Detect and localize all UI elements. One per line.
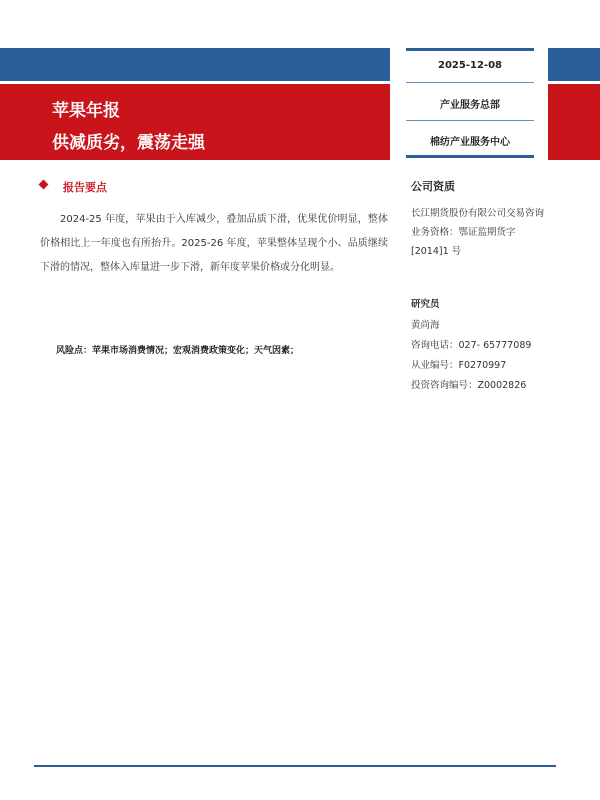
footer-rule xyxy=(34,765,556,767)
summary-paragraph xyxy=(40,208,388,280)
risk-points: 风险点：苹果市场消费情况；宏观消费政策变化；天气因素； xyxy=(56,346,300,356)
department-name: 产业服务总部 xyxy=(440,100,500,111)
researcher-heading: 研究员 xyxy=(411,299,440,310)
info-top-rule xyxy=(406,48,534,51)
qualification-text: 长江期货股份有限公司交易咨询业务资格：鄂证监期货字[2014]1 号 xyxy=(411,208,545,257)
researcher-phone: 咨询电话：027- 65777089 xyxy=(411,340,532,351)
report-date: 2025-12-08 xyxy=(438,60,502,71)
info-divider xyxy=(406,120,534,121)
qualification-heading: 公司资质 xyxy=(411,180,455,193)
center-name: 棉纺产业服务中心 xyxy=(430,137,510,148)
header-blue-band xyxy=(0,48,390,81)
researcher-consult-id: 投资咨询编号：Z0002826 xyxy=(411,380,527,391)
report-title: 苹果年报 xyxy=(52,101,120,121)
report-subtitle: 供减质劣，震荡走强 xyxy=(52,133,205,153)
info-divider xyxy=(406,82,534,83)
header-blue-band-right xyxy=(548,48,600,81)
researcher-license: 从业编号：F0270997 xyxy=(411,360,507,371)
researcher-name: 黄尚海 xyxy=(411,320,440,331)
report-info-box xyxy=(406,48,534,158)
info-bottom-rule xyxy=(406,155,534,158)
diamond-bullet-icon xyxy=(39,180,49,190)
summary-text: 2024-25 年度，苹果由于入库减少，叠加品质下滑，优果优价明显，整体价格相比上一年度也有所抬升。2025-26 年度，苹果整体呈现个小、品质继续下滑的情况，整体入库量进一步下滑，新年度苹果价格或分化明显。 xyxy=(40,214,388,273)
summary-heading: 报告要点 xyxy=(63,181,107,194)
header-red-band-right xyxy=(548,84,600,160)
